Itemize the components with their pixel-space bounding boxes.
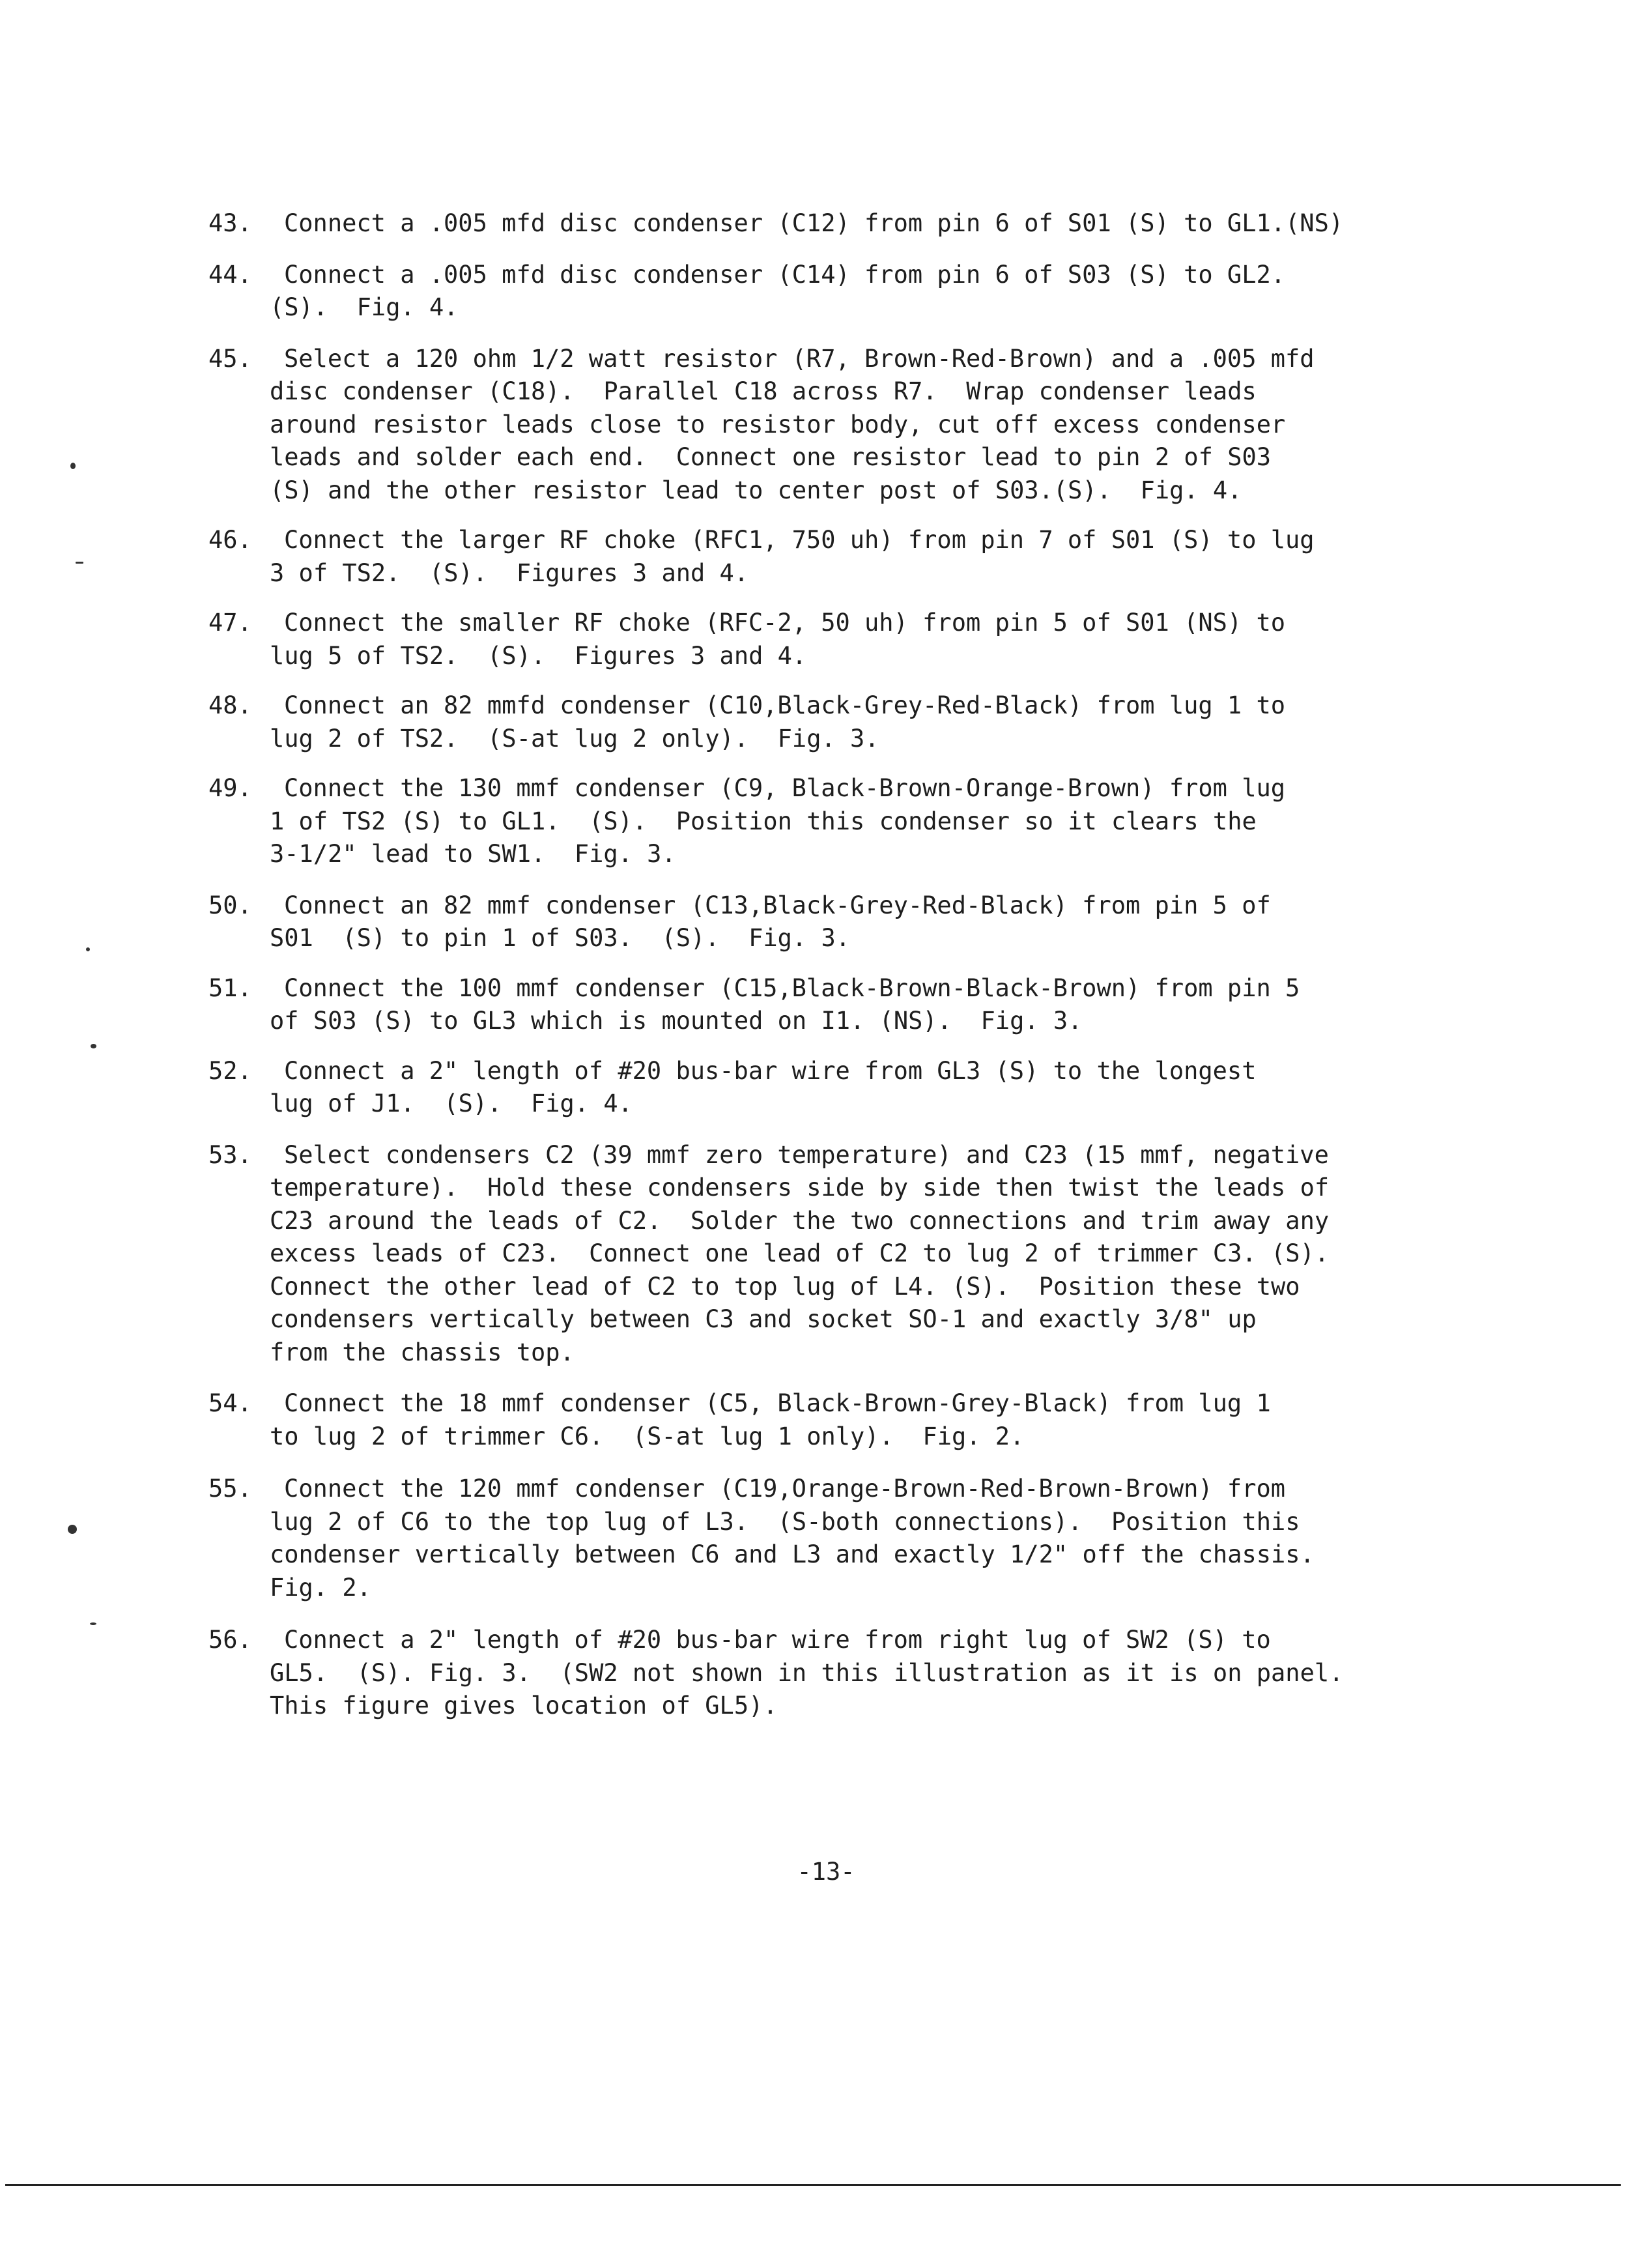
step-text-line: This figure gives location of GL5). (270, 1692, 778, 1720)
step-text-line: Connect an 82 mmfd condenser (C10,Black-Grey-Red-Black) from lug 1 to (284, 691, 1286, 719)
margin-mark (90, 1622, 96, 1625)
step-number: 46. (208, 526, 252, 554)
step-number: 54. (208, 1389, 252, 1417)
instruction-step (208, 524, 1524, 590)
step-text-line: 1 of TS2 (S) to GL1. (S). Position this condenser so it clears the (270, 807, 1257, 835)
step-text-line: Connect the larger RF choke (RFC1, 750 uh) from pin 7 of S01 (S) to lug (284, 526, 1315, 554)
instruction-step (208, 1624, 1524, 1723)
step-number: 48. (208, 691, 252, 719)
step-text-line: temperature). Hold these condensers side by side then twist the leads of (270, 1174, 1330, 1202)
step-number: 44. (208, 260, 252, 289)
step-text-line: Connect a 2" length of #20 bus-bar wire from right lug of SW2 (S) to (284, 1626, 1271, 1654)
instruction-step (208, 1387, 1524, 1453)
step-text-line: 3 of TS2. (S). Figures 3 and 4. (270, 558, 749, 587)
step-text-line: Connect the 100 mmf condenser (C15,Black-Brown-Black-Brown) from pin 5 (284, 973, 1300, 1002)
step-number: 45. (208, 344, 252, 373)
step-text-line: around resistor leads close to resistor body, cut off excess condenser (270, 410, 1286, 439)
step-text-line: C23 around the leads of C2. Solder the two connections and trim away any (270, 1206, 1330, 1235)
bottom-rule (5, 2184, 1621, 2186)
step-text-line: Fig. 2. (270, 1573, 371, 1602)
step-text-line: Connect the 120 mmf condenser (C19,Orange-Brown-Red-Brown-Brown) from (284, 1475, 1286, 1503)
step-text-line: Connect the smaller RF choke (RFC-2, 50 uh) from pin 5 of S01 (NS) to (284, 609, 1286, 637)
step-text-line: Connect the 18 mmf condenser (C5, Black-Brown-Grey-Black) from lug 1 (284, 1389, 1271, 1417)
margin-mark (68, 1525, 77, 1534)
step-text-line: lug 2 of TS2. (S-at lug 2 only). Fig. 3. (270, 724, 879, 753)
step-text-line: Connect a .005 mfd disc condenser (C14) from pin 6 of S03 (S) to GL2. (284, 260, 1286, 289)
instruction-step (208, 972, 1524, 1038)
step-text-line: Select condensers C2 (39 mmf zero temperature) and C23 (15 mmf, negative (284, 1140, 1329, 1169)
instruction-step (208, 607, 1524, 672)
margin-mark (91, 1044, 96, 1048)
step-number: 53. (208, 1140, 252, 1169)
step-number: 51. (208, 973, 252, 1002)
instruction-step (208, 772, 1524, 871)
step-text-line: lug 5 of TS2. (S). Figures 3 and 4. (270, 641, 807, 670)
step-text-line: Connect an 82 mmf condenser (C13,Black-Grey-Red-Black) from pin 5 of (284, 891, 1271, 919)
instruction-step (208, 1139, 1524, 1370)
step-number: 50. (208, 891, 252, 919)
step-text-line: (S). Fig. 4. (270, 293, 459, 321)
step-text-line: lug of J1. (S). Fig. 4. (270, 1089, 633, 1117)
step-text-line: condensers vertically between C3 and socket SO-1 and exactly 3/8" up (270, 1305, 1257, 1333)
margin-mark (70, 463, 76, 469)
step-number: 55. (208, 1475, 252, 1503)
step-text-line: GL5. (S). Fig. 3. (SW2 not shown in this illustration as it is on panel. (270, 1658, 1344, 1687)
instruction-step (208, 889, 1524, 955)
step-number: 56. (208, 1626, 252, 1654)
margin-mark (86, 947, 90, 951)
step-text-line: Select a 120 ohm 1/2 watt resistor (R7, Brown-Red-Brown) and a .005 mfd (284, 344, 1315, 373)
step-number: 49. (208, 774, 252, 802)
instruction-step (208, 1055, 1524, 1121)
step-text-line: of S03 (S) to GL3 which is mounted on I1. (NS). Fig. 3. (270, 1007, 1083, 1035)
instruction-step (208, 259, 1524, 324)
step-text-line: Connect the 130 mmf condenser (C9, Black-Brown-Orange-Brown) from lug (284, 774, 1286, 802)
step-text-line: condenser vertically between C6 and L3 and exactly 1/2" off the chassis. (270, 1540, 1315, 1568)
instruction-step (208, 689, 1524, 755)
step-number: 52. (208, 1056, 252, 1085)
step-text-line: lug 2 of C6 to the top lug of L3. (S-both connections). Position this (270, 1507, 1300, 1536)
step-text-line: Connect a .005 mfd disc condenser (C12) from pin 6 of S01 (S) to GL1.(NS) (284, 209, 1344, 237)
step-text-line: from the chassis top. (270, 1338, 575, 1366)
step-text-line: Connect a 2" length of #20 bus-bar wire from GL3 (S) to the longest (284, 1056, 1257, 1085)
page-number: -13- (797, 1858, 855, 1886)
margin-mark (76, 562, 83, 564)
step-text-line: to lug 2 of trimmer C6. (S-at lug 1 only). Fig. 2. (270, 1422, 1025, 1450)
step-number: 47. (208, 609, 252, 637)
step-text-line: 3-1/2" lead to SW1. Fig. 3. (270, 840, 676, 868)
instruction-step (208, 1473, 1524, 1604)
step-text-line: (S) and the other resistor lead to center post of S03.(S). Fig. 4. (270, 476, 1242, 504)
step-text-line: leads and solder each end. Connect one resistor lead to pin 2 of S03 (270, 443, 1272, 471)
step-text-line: disc condenser (C18). Parallel C18 across R7. Wrap condenser leads (270, 377, 1257, 405)
step-text-line: excess leads of C23. Connect one lead of C2 to lug 2 of trimmer C3. (S). (270, 1239, 1330, 1267)
instruction-list (208, 207, 1524, 1723)
step-number: 43. (208, 209, 252, 237)
instruction-step (208, 343, 1524, 508)
instruction-step (208, 207, 1524, 240)
step-text-line: Connect the other lead of C2 to top lug of L4. (S). Position these two (270, 1272, 1300, 1301)
step-text-line: S01 (S) to pin 1 of S03. (S). Fig. 3. (270, 924, 851, 952)
